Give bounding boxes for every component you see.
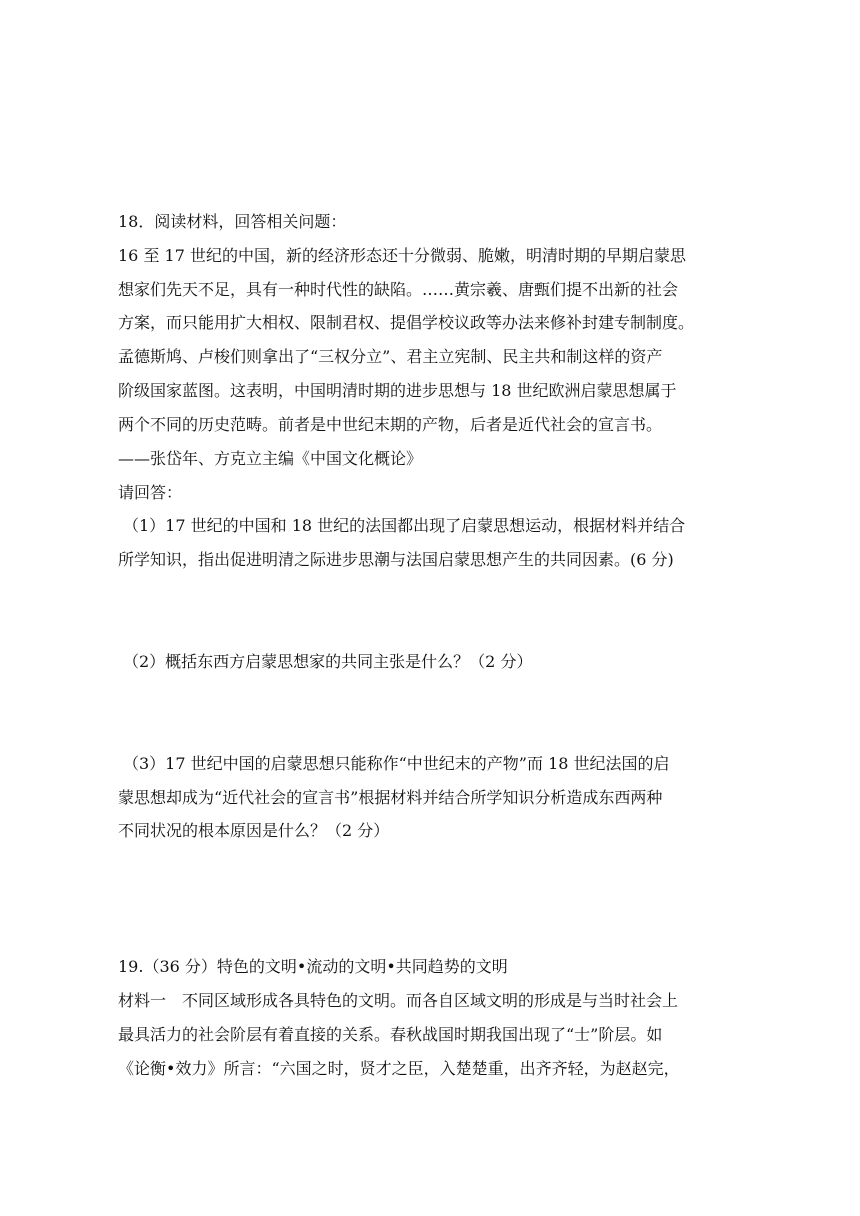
q18-sub3-line: 不同状况的根本原因是什么？（2 分） [118,821,390,840]
q19-material-line: 最具活力的社会阶层有着直接的关系。春秋战国时期我国出现了“士”阶层。如 [118,1025,663,1044]
q18-header: 18．阅读材料，回答相关问题： [118,212,347,231]
q18-sub1-line: （1）17 世纪的中国和 18 世纪的法国都出现了启蒙思想运动，根据材料并结合 [123,516,686,535]
q18-sub3-line: 蒙思想却成为“近代社会的宣言书”根据材料并结合所学知识分析造成东西两种 [118,788,663,807]
q18-material-line: 方案，而只能用扩大相权、限制君权、提倡学校议政等办法来修补封建专制制度。 [118,313,695,332]
q19-material-line: 材料一 不同区域形成各具特色的文明。而各自区域文明的形成是与当时社会上 [118,991,679,1010]
q18-sub1-line: 所学知识，指出促进明清之际进步思潮与法国启蒙思想产生的共同因素。(6 分) [118,550,674,569]
q18-material-line: 16 至 17 世纪的中国，新的经济形态还十分微弱、脆嫩，明清时期的早期启蒙思 [118,246,686,265]
q18-prompt: 请回答： [118,483,183,502]
q18-sub3-line: （3）17 世纪中国的启蒙思想只能称作“中世纪末的产物”而 18 世纪法国的启 [123,754,670,773]
q18-source: ——张岱年、方克立主编《中国文化概论》 [118,449,423,468]
q18-material-line: 两个不同的历史范畴。前者是中世纪末期的产物，后者是近代社会的宣言书。 [118,415,663,434]
q19-header: 19.（36 分）特色的文明•流动的文明•共同趋势的文明 [118,957,508,976]
q18-sub2-line: （2）概括东西方启蒙思想家的共同主张是什么？（2 分） [123,652,533,671]
q19-material-line: 《论衡•效力》所言：“六国之时，贤才之臣，入楚楚重，出齐齐轻，为赵赵完， [118,1059,680,1078]
q18-material-line: 孟德斯鸠、卢梭们则拿出了“三权分立”、君主立宪制、民主共和制这样的资产 [118,347,663,366]
q18-material-line: 阶级国家蓝图。这表明，中国明清时期的进步思想与 18 世纪欧洲启蒙思想属于 [118,381,677,400]
q18-material-line: 想家们先天不足，具有一种时代性的缺陷。……黄宗羲、唐甄们提不出新的社会 [118,280,679,299]
